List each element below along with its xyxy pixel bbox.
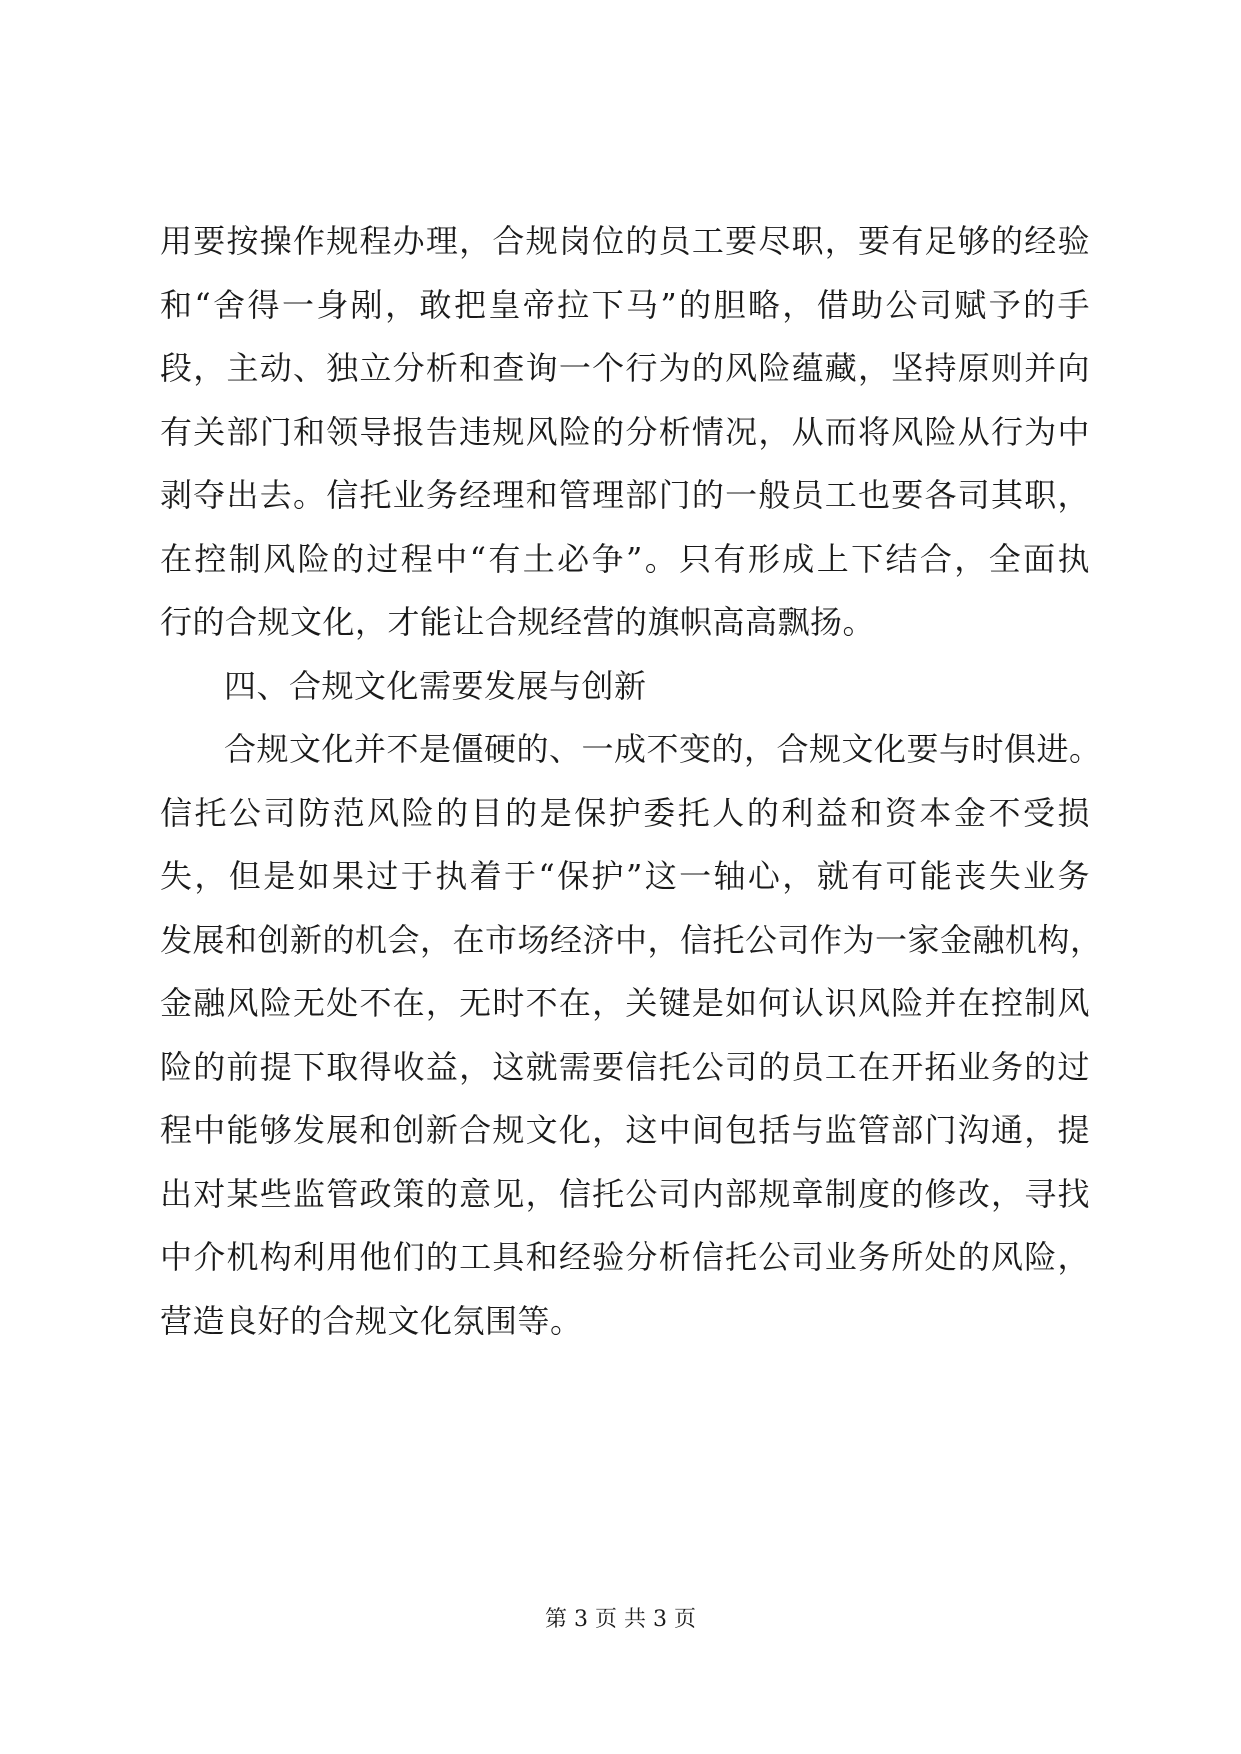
text-line: 险的前提下取得收益，这就需要信托公司的员工在开拓业务的过 bbox=[160, 1047, 1090, 1086]
text-line: 金融风险无处不在，无时不在，关键是如何认识风险并在控制风 bbox=[160, 984, 1090, 1022]
text-line: 发展和创新的机会，在市场经济中，信托公司作为一家金融机构， bbox=[160, 920, 1103, 959]
text-line: 和“舍得一身剐，敢把皇帝拉下马”的胆略，借助公司赋予的手 bbox=[160, 285, 1090, 324]
section-heading: 四、合规文化需要发展与创新 bbox=[224, 666, 647, 705]
text-line: 程中能够发展和创新合规文化，这中间包括与监管部门沟通，提 bbox=[160, 1111, 1090, 1149]
text-line: 中介机构利用他们的工具和经验分析信托公司业务所处的风险， bbox=[160, 1238, 1090, 1276]
text-line: 有关部门和领导报告违规风险的分析情况，从而将风险从行为中 bbox=[160, 412, 1090, 451]
text-line: 信托公司防范风险的目的是保护委托人的利益和资本金不受损 bbox=[160, 793, 1090, 832]
text-line: 剥夺出去。信托业务经理和管理部门的一般员工也要各司其职， bbox=[160, 476, 1090, 514]
text-line: 营造良好的合规文化氛围等。 bbox=[160, 1301, 583, 1340]
text-line: 行的合规文化，才能让合规经营的旗帜高高飘扬。 bbox=[160, 603, 876, 641]
text-line: 失，但是如果过于执着于“保护”这一轴心，就有可能丧失业务 bbox=[160, 857, 1090, 895]
text-line: 合规文化并不是僵硬的、一成不变的，合规文化要与时俱进。 bbox=[224, 730, 1102, 768]
text-line: 出对某些监管政策的意见，信托公司内部规章制度的修改，寻找 bbox=[160, 1174, 1090, 1213]
text-line: 在控制风险的过程中“有土必争”。只有形成上下结合，全面执 bbox=[160, 539, 1090, 578]
text-line: 段，主动、独立分析和查询一个行为的风险蕴藏，坚持原则并向 bbox=[160, 349, 1090, 387]
document-body bbox=[160, 210, 1103, 1353]
text-line: 用要按操作规程办理，合规岗位的员工要尽职，要有足够的经验 bbox=[160, 222, 1090, 260]
page-number-footer: 第 3 页 共 3 页 bbox=[545, 1607, 696, 1632]
